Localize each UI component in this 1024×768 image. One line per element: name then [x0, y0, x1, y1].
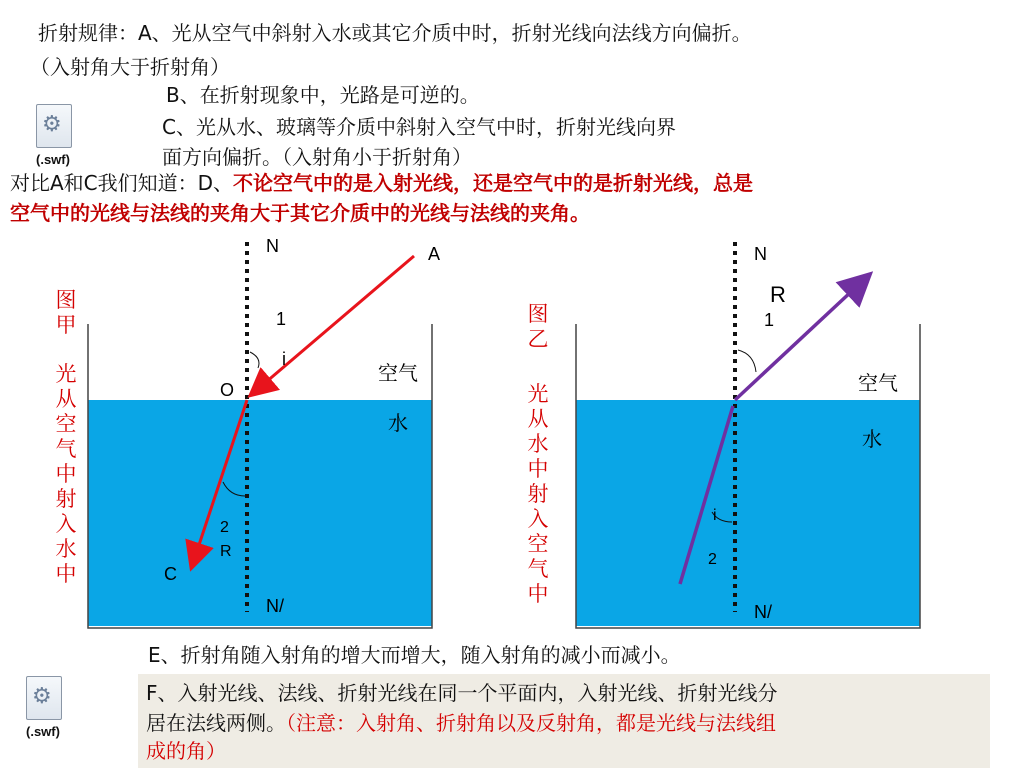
gear-icon: ⚙ — [32, 684, 52, 709]
rule-f-line2 — [146, 708, 776, 738]
rule-d-line1 — [10, 168, 753, 198]
rule-c-text-line1: C、光从水、玻璃等介质中斜射入空气中时，折射光线向界 — [162, 115, 676, 139]
label-water: 水 — [388, 413, 408, 435]
label-i: i — [282, 349, 286, 369]
label-water: 水 — [862, 429, 882, 451]
rule-b-text: B、在折射现象中，光路是可逆的。 — [166, 83, 480, 107]
rule-f-note-end: 成的角） — [146, 739, 226, 763]
rule-d-prefix: 对比A和C我们知道：D、 — [10, 171, 234, 195]
attachment-caption: (.swf) — [26, 724, 60, 739]
swf-attachment-1[interactable] — [24, 104, 82, 176]
diagram-b-title: 图乙 — [527, 302, 549, 351]
label-R: R — [220, 543, 232, 560]
angle-arc-1 — [738, 350, 756, 372]
label-A: A — [428, 244, 440, 264]
diagram-b — [568, 230, 928, 640]
rule-f-note: （注意：入射角、折射角以及反射角，都是光线与法线组 — [286, 711, 776, 735]
rule-a-text: 折射规律：A、光从空气中斜射入水或其它介质中时，折射光线向法线方向偏折。 — [38, 21, 752, 45]
rule-e-text: E、折射角随入射角的增大而增大，随入射角的减小而减小。 — [148, 643, 681, 667]
swf-attachment-2[interactable] — [14, 676, 72, 748]
label-N: N — [754, 244, 767, 264]
water-region — [88, 400, 432, 626]
rule-c-text-line2: 面方向偏折。（入射角小于折射角） — [162, 145, 472, 169]
label-R: R — [770, 282, 786, 307]
diagram-a-subtitle: 光从空气中射入水中 — [55, 362, 77, 586]
gear-icon: ⚙ — [42, 112, 62, 137]
rule-f-line2-main: 居在法线两侧。 — [146, 711, 286, 735]
label-2: 2 — [708, 551, 717, 568]
diagram-b-subtitle: 光从水中射入空气中 — [527, 382, 549, 606]
rule-d-highlight-1: 不论空气中的是入射光线，还是空气中的是折射光线，总是 — [233, 171, 754, 195]
angle-arc-1 — [250, 352, 259, 368]
rule-d-highlight-2: 空气中的光线与法线的夹角大于其它介质中的光线与法线的夹角。 — [10, 201, 590, 225]
label-air: 空气 — [378, 363, 418, 385]
label-1: 1 — [276, 309, 287, 329]
diagram-a — [80, 230, 440, 640]
label-air: 空气 — [858, 373, 898, 395]
refracted-ray — [735, 276, 868, 400]
rule-f-line1: F、入射光线、法线、折射光线在同一个平面内，入射光线、折射光线分 — [146, 681, 778, 705]
diagram-a-title: 图甲 — [55, 288, 77, 337]
label-C: C — [164, 564, 177, 584]
label-N-prime: N/ — [266, 596, 284, 616]
label-2: 2 — [220, 519, 229, 536]
label-N-prime: N/ — [754, 602, 772, 622]
label-N: N — [266, 236, 279, 256]
rule-a-note: （入射角大于折射角） — [30, 55, 230, 79]
label-O: O — [220, 380, 235, 400]
label-1: 1 — [764, 310, 775, 330]
label-i: i — [713, 507, 717, 524]
attachment-caption: (.swf) — [36, 152, 70, 167]
